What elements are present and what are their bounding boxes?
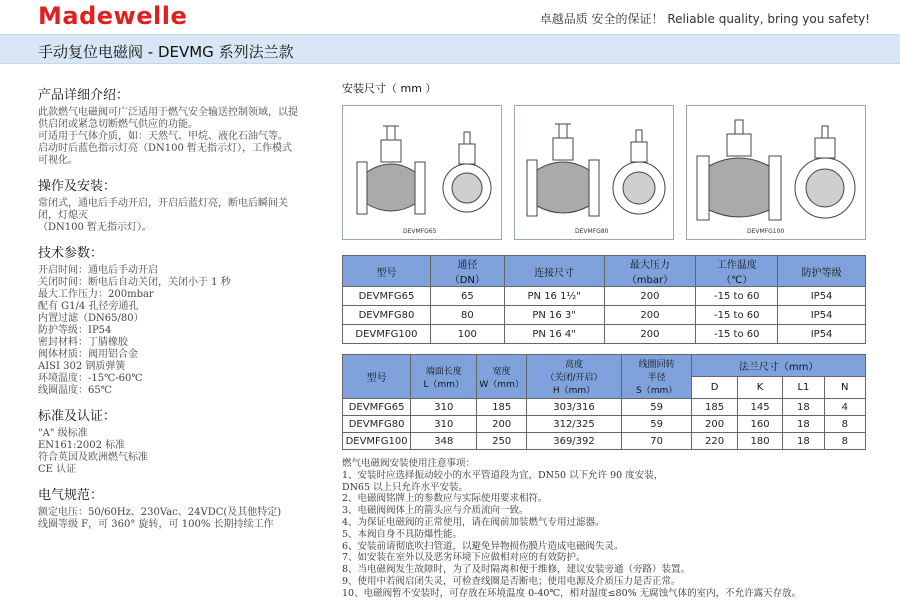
section-operation bbox=[38, 175, 300, 234]
cell: 18 bbox=[783, 433, 824, 450]
table-row bbox=[343, 287, 866, 306]
table-row bbox=[343, 325, 866, 344]
table-subheader: K bbox=[737, 377, 782, 399]
section-standards bbox=[38, 405, 300, 476]
cell: DEVMFG80 bbox=[343, 416, 411, 433]
table-row bbox=[343, 306, 866, 325]
table-header: 线圈回转 半径 S（mm） bbox=[622, 355, 692, 399]
spec-table-2 bbox=[342, 354, 866, 450]
drawing-caption: DEVMFG80 bbox=[575, 228, 609, 235]
table-header: 法兰尺寸（mm） bbox=[692, 355, 866, 377]
cell: 369/392 bbox=[526, 433, 621, 450]
cell: 310 bbox=[411, 416, 477, 433]
note-item: 9、使用中若阀启闭失灵，可检查线圈是否断电；使用电源及介质压力是否正常。 bbox=[342, 575, 681, 587]
section-intro bbox=[38, 84, 300, 167]
table-row bbox=[343, 433, 866, 450]
cell: 250 bbox=[477, 433, 527, 450]
install-dimensions-label: 安装尺寸（ mm ） bbox=[342, 82, 437, 95]
table-header: 通径 （DN） bbox=[430, 256, 504, 287]
table-subheader: L1 bbox=[783, 377, 824, 399]
notes-title: 燃气电磁阀安装使用注意事项： bbox=[342, 458, 476, 469]
spec-table-1 bbox=[342, 255, 866, 344]
installation-notes bbox=[342, 458, 872, 600]
section-specs bbox=[38, 242, 300, 397]
cell: 185 bbox=[477, 399, 527, 416]
drawing-devmfg80 bbox=[514, 105, 674, 240]
table-row bbox=[343, 416, 866, 433]
cell: 348 bbox=[411, 433, 477, 450]
table-subheader: D bbox=[692, 377, 737, 399]
cell: 200 bbox=[692, 416, 737, 433]
cell: 4 bbox=[824, 399, 865, 416]
cell: 8 bbox=[824, 433, 865, 450]
cell: 70 bbox=[622, 433, 692, 450]
cell: PN 16 1½" bbox=[504, 287, 604, 306]
cell: 160 bbox=[737, 416, 782, 433]
section-heading: 标准及认证： bbox=[38, 409, 117, 424]
note-item: 3、电磁阀阀体上的箭头应与介质流向一致。 bbox=[342, 505, 529, 517]
table-header: 工作温度 （℃） bbox=[696, 256, 778, 287]
section-body: 此款燃气电磁阀可广泛适用于燃气安全输送控制领域，以提供启闭或紧急切断燃气供应的功能。 可适用于气体介质，如：天然气、甲烷、液化石油气等。 启动时后蓝色指示灯亮（DN100 暂无指示灯），工作模式可视化。 bbox=[38, 107, 298, 166]
drawing-caption: DEVMFG100 bbox=[747, 228, 785, 235]
cell: IP54 bbox=[778, 306, 866, 325]
cell: 65 bbox=[430, 287, 504, 306]
table-header: 型号 bbox=[343, 355, 411, 399]
table-header: 连接尺寸 bbox=[504, 256, 604, 287]
cell: 220 bbox=[692, 433, 737, 450]
section-heading: 电气规范： bbox=[38, 488, 104, 503]
cell: 200 bbox=[604, 306, 696, 325]
cell: 310 bbox=[411, 399, 477, 416]
table-header: 防护等级 bbox=[778, 256, 866, 287]
drawing-devmfg65 bbox=[342, 105, 502, 240]
valve-drawing-icon bbox=[687, 106, 867, 241]
cell: PN 16 4" bbox=[504, 325, 604, 344]
note-item: 7、如安装在室外以及恶劣环境下应做相对应的有效防护。 bbox=[342, 552, 586, 564]
cell: DEVMFG65 bbox=[343, 287, 431, 306]
cell: -15 to 60 bbox=[696, 306, 778, 325]
table-subheader: N bbox=[824, 377, 865, 399]
cell: PN 16 3" bbox=[504, 306, 604, 325]
cell: 80 bbox=[430, 306, 504, 325]
cell: DEVMFG80 bbox=[343, 306, 431, 325]
cell: 59 bbox=[622, 399, 692, 416]
section-body: 额定电压：50/60Hz、230Vac、24VDC(及其他特定) 线圈等级 F，可 360° 旋转，可 100% 长期持续工作 bbox=[38, 507, 282, 530]
section-heading: 产品详细介绍： bbox=[38, 88, 130, 103]
drawing-devmfg100 bbox=[686, 105, 866, 240]
table-header: 型号 bbox=[343, 256, 431, 287]
cell: -15 to 60 bbox=[696, 325, 778, 344]
cell: DEVMFG100 bbox=[343, 325, 431, 344]
cell: DEVMFG65 bbox=[343, 399, 411, 416]
note-item: DN65 以上只允许水平安装。 bbox=[342, 481, 469, 493]
cell: 145 bbox=[737, 399, 782, 416]
note-item: 1、安装时应选择振动较小的水平管道段为宜，DN50 以下允许 90 度安装， bbox=[342, 469, 664, 481]
cell: 8 bbox=[824, 416, 865, 433]
cell: 18 bbox=[783, 416, 824, 433]
drawing-caption: DEVMFG65 bbox=[403, 228, 437, 235]
section-electrical bbox=[38, 484, 300, 531]
cell: IP54 bbox=[778, 287, 866, 306]
cell: 18 bbox=[783, 399, 824, 416]
cell: IP54 bbox=[778, 325, 866, 344]
left-column bbox=[38, 76, 300, 531]
cell: 180 bbox=[737, 433, 782, 450]
cell: 200 bbox=[604, 287, 696, 306]
cell: DEVMFG100 bbox=[343, 433, 411, 450]
page-title: 手动复位电磁阀 - DEVMG 系列法兰款 bbox=[38, 43, 294, 61]
table-header: 端面长度 L（mm） bbox=[411, 355, 477, 399]
tagline: 卓越品质 安全的保证！ Reliable quality, bring you safety! bbox=[539, 12, 870, 26]
table-row bbox=[343, 399, 866, 416]
section-heading: 操作及安装： bbox=[38, 179, 117, 194]
section-body: "A" 级标准 EN161:2002 标准 符合英国及欧洲燃气标准 CE 认证 bbox=[38, 428, 148, 475]
table-header: 最大压力 （mbar） bbox=[604, 256, 696, 287]
note-item: 10、电磁阀暂不安装时，可存放在环境温度 0-40℃，相对湿度≤80% 无腐蚀气体的室内，不允许露天存放。 bbox=[342, 587, 802, 599]
note-item: 4、为保证电磁阀的正常使用，请在阀前加装燃气专用过滤器。 bbox=[342, 516, 605, 528]
cell: -15 to 60 bbox=[696, 287, 778, 306]
table-header: 高度 （关闭/开启） H（mm） bbox=[526, 355, 621, 399]
table-header: 宽度 W（mm） bbox=[477, 355, 527, 399]
note-item: 8、当电磁阀发生故障时，为了及时隔离和便于维修，建议安装旁通（旁路）装置。 bbox=[342, 564, 691, 576]
valve-drawing-icon bbox=[343, 106, 503, 241]
cell: 312/325 bbox=[526, 416, 621, 433]
cell: 303/316 bbox=[526, 399, 621, 416]
brand-logo: Madewelle bbox=[38, 2, 188, 30]
cell: 100 bbox=[430, 325, 504, 344]
section-heading: 技术参数： bbox=[38, 246, 104, 261]
cell: 59 bbox=[622, 416, 692, 433]
cell: 185 bbox=[692, 399, 737, 416]
cell: 200 bbox=[477, 416, 527, 433]
section-body: 常闭式，通电后手动开启，开启后蓝灯亮，断电后瞬间关闭，灯熄灭 （DN100 暂无指示灯）。 bbox=[38, 198, 288, 233]
section-body: 开启时间：通电后手动开启 关闭时间：断电后自动关闭，关闭小于 1 秒 最大工作压力：200mbar 配有 G1/4 孔径旁通孔 内置过滤（DN65/80） 防护等级：IP54 密封材料：丁腈橡胶 阀体材质：阀用铝合金 AISI 302 钢质弹簧 环境温度：-15℃-60℃ 线圈温度：65℃ bbox=[38, 265, 231, 396]
note-item: 6、安装前请彻底吹扫管道，以避免异物损伤膜片造成电磁阀失灵。 bbox=[342, 540, 624, 552]
title-bar bbox=[0, 34, 900, 64]
note-item: 5、本阀自身不具防爆性能。 bbox=[342, 528, 463, 540]
cell: 200 bbox=[604, 325, 696, 344]
note-item: 2、电磁阀铭牌上的参数应与实际使用要求相符。 bbox=[342, 493, 548, 505]
valve-drawing-icon bbox=[515, 106, 675, 241]
